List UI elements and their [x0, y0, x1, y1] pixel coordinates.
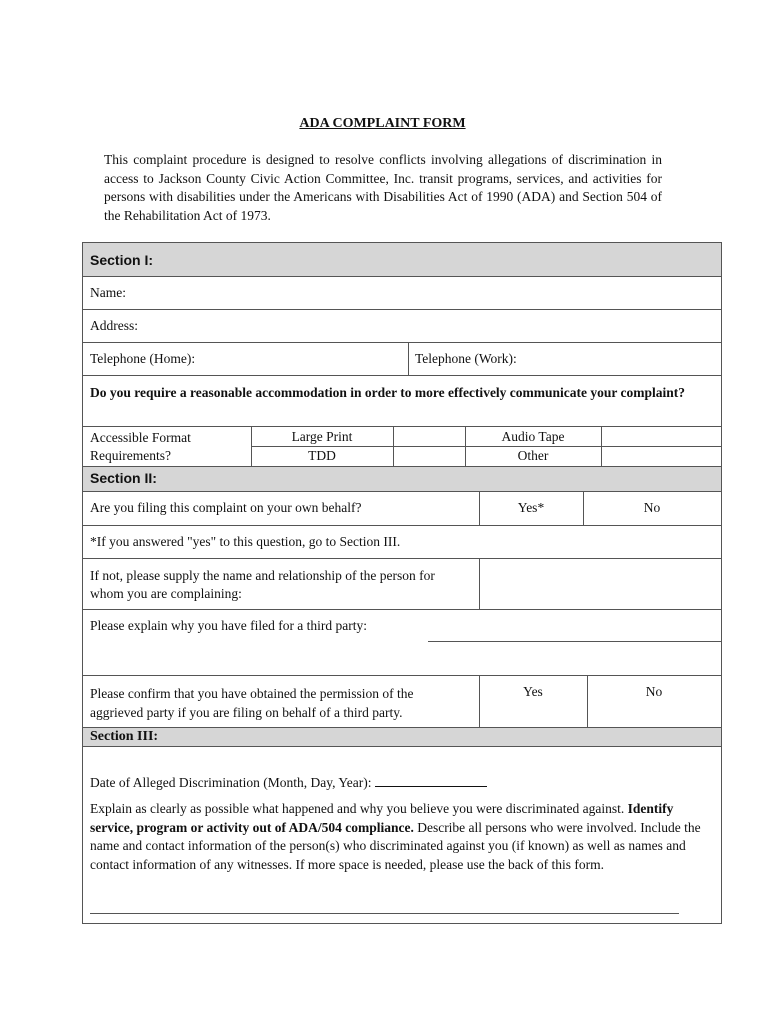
explanation-line[interactable]	[90, 913, 679, 914]
permission-row	[83, 676, 721, 728]
accommodation-row	[83, 376, 721, 427]
own-behalf-yes[interactable]: Yes*	[517, 500, 545, 515]
checkbox-tdd[interactable]	[393, 446, 465, 466]
telephone-home-label: Telephone (Home):	[90, 351, 196, 366]
section-3-header	[83, 728, 721, 747]
telephone-work-label: Telephone (Work):	[415, 351, 517, 366]
section-note: *If you answered "yes" to this question, go to Section III.	[90, 534, 401, 549]
option-other: Other	[517, 448, 549, 463]
explain-third-party-label: Please explain why you have filed for a third party:	[90, 618, 368, 633]
complaint-form	[82, 242, 722, 924]
option-tdd: TDD	[308, 448, 336, 463]
own-behalf-question: Are you filing this complaint on your own behalf?	[90, 500, 362, 515]
date-label	[90, 774, 487, 791]
intro-paragraph: This complaint procedure is designed to resolve conflicts involving allegations of discrimination in access to Jackson County Civic Action Committee, Inc. transit programs, services, and activities for persons with disabilities under the Americans with Disabilities Act of 1990 (ADA) and Section 504 of the Rehabilitation Act of 1973.	[104, 152, 662, 223]
option-large-print: Large Print	[291, 429, 353, 444]
divider	[408, 343, 409, 376]
name-label: Name:	[90, 285, 126, 300]
checkbox-large-print[interactable]	[393, 427, 465, 446]
note-row	[83, 526, 721, 559]
permission-question: Please confirm that you have obtained the permission of the aggrieved party if you are filing on behalf of a third party.	[90, 686, 414, 720]
format-label: Accessible Format Requirements?	[90, 430, 191, 463]
option-audio-tape: Audio Tape	[501, 429, 565, 444]
own-behalf-no[interactable]: No	[643, 500, 661, 515]
section-1-heading: Section I:	[90, 252, 154, 268]
divider	[428, 641, 721, 642]
explain-paragraph	[90, 800, 715, 874]
if-not-row	[83, 559, 721, 610]
address-label: Address:	[90, 318, 138, 333]
checkbox-audio-tape[interactable]	[601, 427, 721, 446]
third-party-name-field[interactable]	[480, 559, 721, 609]
permission-no[interactable]: No	[645, 684, 663, 699]
explain-intro: Explain as clearly as possible what happened and why you believe you were discriminated against.	[90, 801, 625, 816]
section-2-heading: Section II:	[90, 470, 157, 486]
name-row[interactable]	[83, 277, 721, 310]
accommodation-question: Do you require a reasonable accommodation in order to more effectively communicate your complaint?	[90, 385, 686, 400]
section-1-header	[83, 243, 721, 277]
explain-rest: Describe all persons who were involved. Include the name and contact information of the person(s) who discriminated against you (if known) as well as names and contact information of any witnesses. If more space is needed, please use the back of this form.	[90, 819, 701, 872]
own-behalf-row	[83, 492, 721, 526]
explain-bold: Identify service, program or activity out of ADA/504 compliance.	[90, 801, 674, 835]
checkbox-other[interactable]	[601, 446, 721, 466]
telephone-row	[83, 343, 721, 376]
explain-third-party-row[interactable]	[83, 610, 721, 676]
address-row[interactable]	[83, 310, 721, 343]
permission-yes[interactable]: Yes	[523, 684, 543, 699]
form-title: ADA COMPLAINT FORM	[299, 116, 466, 131]
format-options-row	[83, 427, 721, 466]
if-not-label: If not, please supply the name and relationship of the person for whom you are complaining:	[90, 568, 435, 601]
date-label-text: Date of Alleged Discrimination (Month, Day, Year):	[90, 775, 372, 790]
section-2-header	[83, 466, 721, 492]
section-3-heading: Section III:	[90, 729, 159, 744]
date-field[interactable]	[375, 774, 487, 787]
